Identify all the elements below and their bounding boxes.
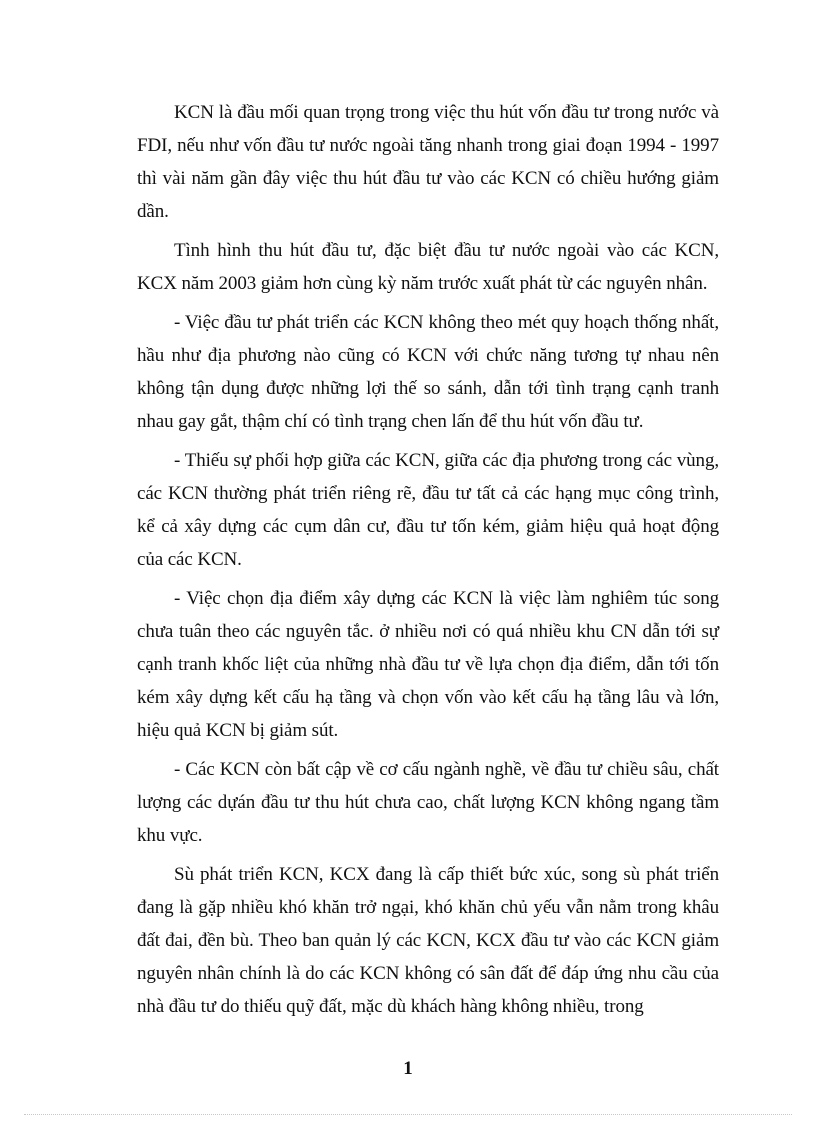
- paragraph: - Việc đầu tư phát triển các KCN không theo mét quy hoạch thống nhất, hầu như địa phương nào cũng có KCN với chức năng tương tự nhau nên không tận dụng được những lợi thế so sánh, dẫn tới tình trạng cạnh tranh nhau gay gắt, thậm chí có tình trạng chen lấn để thu hút vốn đầu tư.: [137, 312, 719, 432]
- paragraph: Tình hình thu hút đầu tư, đặc biệt đầu tư nước ngoài vào các KCN, KCX năm 2003 giảm hơn cùng kỳ năm trước xuất phát từ các nguyên nhân.: [137, 240, 719, 294]
- paragraph: - Việc chọn địa điểm xây dựng các KCN là việc làm nghiêm túc song chưa tuân theo các nguyên tắc. ở nhiều nơi có quá nhiều khu CN dẫn tới sự cạnh tranh khốc liệt của những nhà đầu tư về lựa chọn địa điểm, dẫn tới tốn kém xây dựng kết cấu hạ tầng và chọn vốn vào kết cấu hạ tầng lâu và lớn, hiệu quả KCN bị giảm sút.: [137, 588, 719, 741]
- paragraph: Sù phát triển KCN, KCX đang là cấp thiết bức xúc, song sù phát triển đang là gặp nhiều khó khăn trở ngại, khó khăn chủ yếu vẫn nằm trong khâu đất đai, đền bù. Theo ban quản lý các KCN, KCX đầu tư vào các KCN giảm nguyên nhân chính là do các KCN không có sân đất để đáp ứng nhu cầu của nhà đầu tư do thiếu quỹ đất, mặc dù khách hàng không nhiều, trong: [137, 864, 719, 1017]
- page-number: 1: [403, 1058, 413, 1079]
- paragraph: KCN là đầu mối quan trọng trong việc thu hút vốn đầu tư trong nước và FDI, nếu như vốn đầu tư nước ngoài tăng nhanh trong giai đoạn 1994 - 1997 thì vài năm gần đây việc thu hút đầu tư vào các KCN có chiều hướng giảm dần.: [137, 102, 719, 222]
- paragraph: - Thiếu sự phối hợp giữa các KCN, giữa các địa phương trong các vùng, các KCN thường phát triển riêng rẽ, đầu tư tất cả các hạng mục công trình, kể cả xây dựng các cụm dân cư, đầu tư tốn kém, giảm hiệu quả hoạt động của các KCN.: [137, 450, 719, 570]
- document-body: [137, 96, 719, 1029]
- paragraph: - Các KCN còn bất cập về cơ cấu ngành nghề, về đầu tư chiều sâu, chất lượng các dựán đầu tư thu hút chưa cao, chất lượng KCN không ngang tầm khu vực.: [137, 759, 719, 846]
- page-bottom-divider: [24, 1114, 792, 1115]
